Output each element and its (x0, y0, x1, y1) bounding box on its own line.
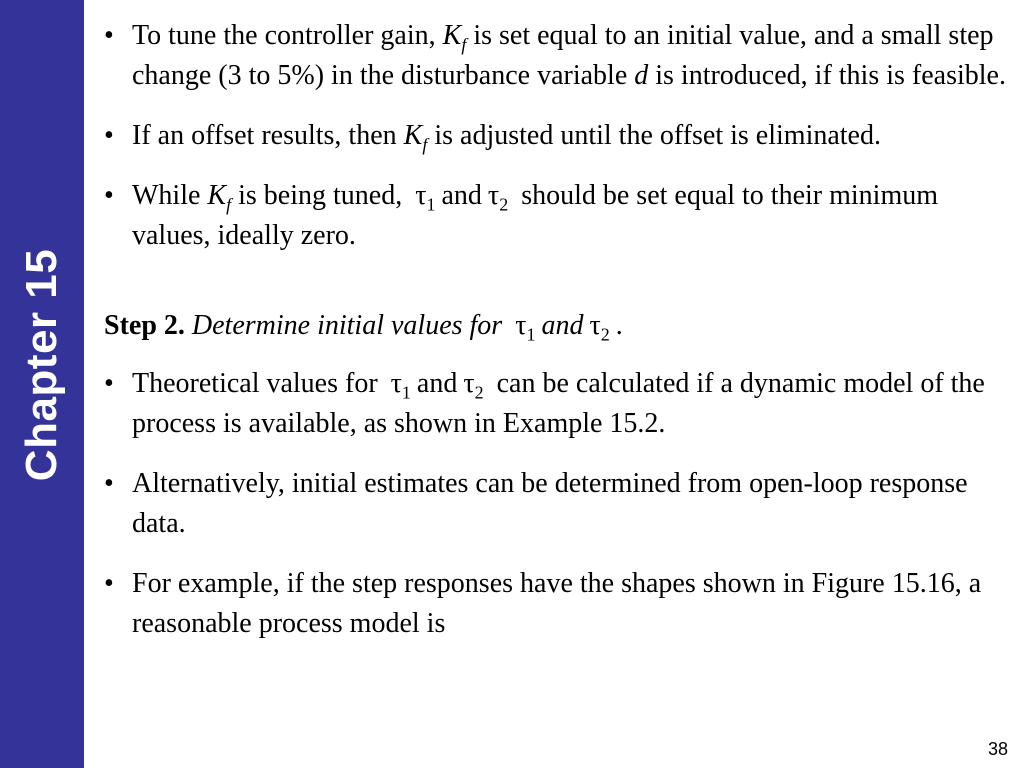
bullet-while-tuned (104, 176, 1009, 256)
tau1-symbol: $\tau_1$ (390, 368, 411, 403)
bullet-tune-gain (104, 16, 1009, 96)
and-word: and (416, 368, 458, 399)
step-period: . (615, 310, 623, 341)
bullet-theoretical (104, 364, 1009, 444)
bullet-for-example (104, 564, 1009, 644)
tau2-symbol: $\tau_2$ (487, 180, 509, 215)
bullet-text: is being tuned, (231, 180, 410, 211)
tau2-symbol: $\tau_2$ (589, 310, 610, 345)
gain-symbol: $K_f$ (403, 120, 428, 155)
bullet-text: If an offset results, then (132, 120, 404, 151)
bullet-text: For example, if the step responses have the shapes shown in Figure 15.16, a reasonable process model is (132, 568, 982, 639)
chapter-label: Chapter 15 (17, 248, 66, 482)
bullet-text: can be calculated if a dynamic model of the process is available, as shown in Example 15.2. (132, 368, 985, 439)
gain-symbol: $K_f$ (442, 20, 467, 55)
bullet-text: is adjusted until the offset is eliminated. (427, 120, 881, 151)
tau2-symbol: $\tau_2$ (463, 368, 484, 403)
bullet-alternatively (104, 464, 1009, 544)
disturbance-symbol: d (634, 60, 649, 91)
tau1-symbol: $\tau_1$ (515, 310, 536, 345)
and-word: and (441, 180, 482, 211)
bullet-text: To tune the controller gain, (132, 20, 443, 51)
bullet-text: should be set equal to their minimum values, ideally zero. (132, 180, 939, 251)
and-word: and (541, 310, 584, 341)
bullet-offset (104, 116, 1009, 156)
bullet-text: is set equal to an initial value, and a small step change (3 to 5%) in the disturbance variable (132, 20, 994, 91)
gain-symbol: $K_f$ (207, 180, 232, 215)
bullet-text: is introduced, if this is feasible. (648, 60, 1006, 91)
page-number: 38 (987, 739, 1008, 759)
bullet-text: Alternatively, initial estimates can be determined from open-loop response data. (132, 468, 968, 539)
step-label: Step 2. (104, 310, 185, 341)
slide-content (104, 16, 1009, 664)
bullet-text: Theoretical values for (132, 368, 385, 399)
tau1-symbol: $\tau_1$ (415, 180, 436, 215)
bullet-text: While (132, 180, 208, 211)
step-text: Determine initial values for (191, 310, 510, 341)
chapter-sidebar (0, 0, 84, 768)
step-heading (104, 306, 1009, 346)
